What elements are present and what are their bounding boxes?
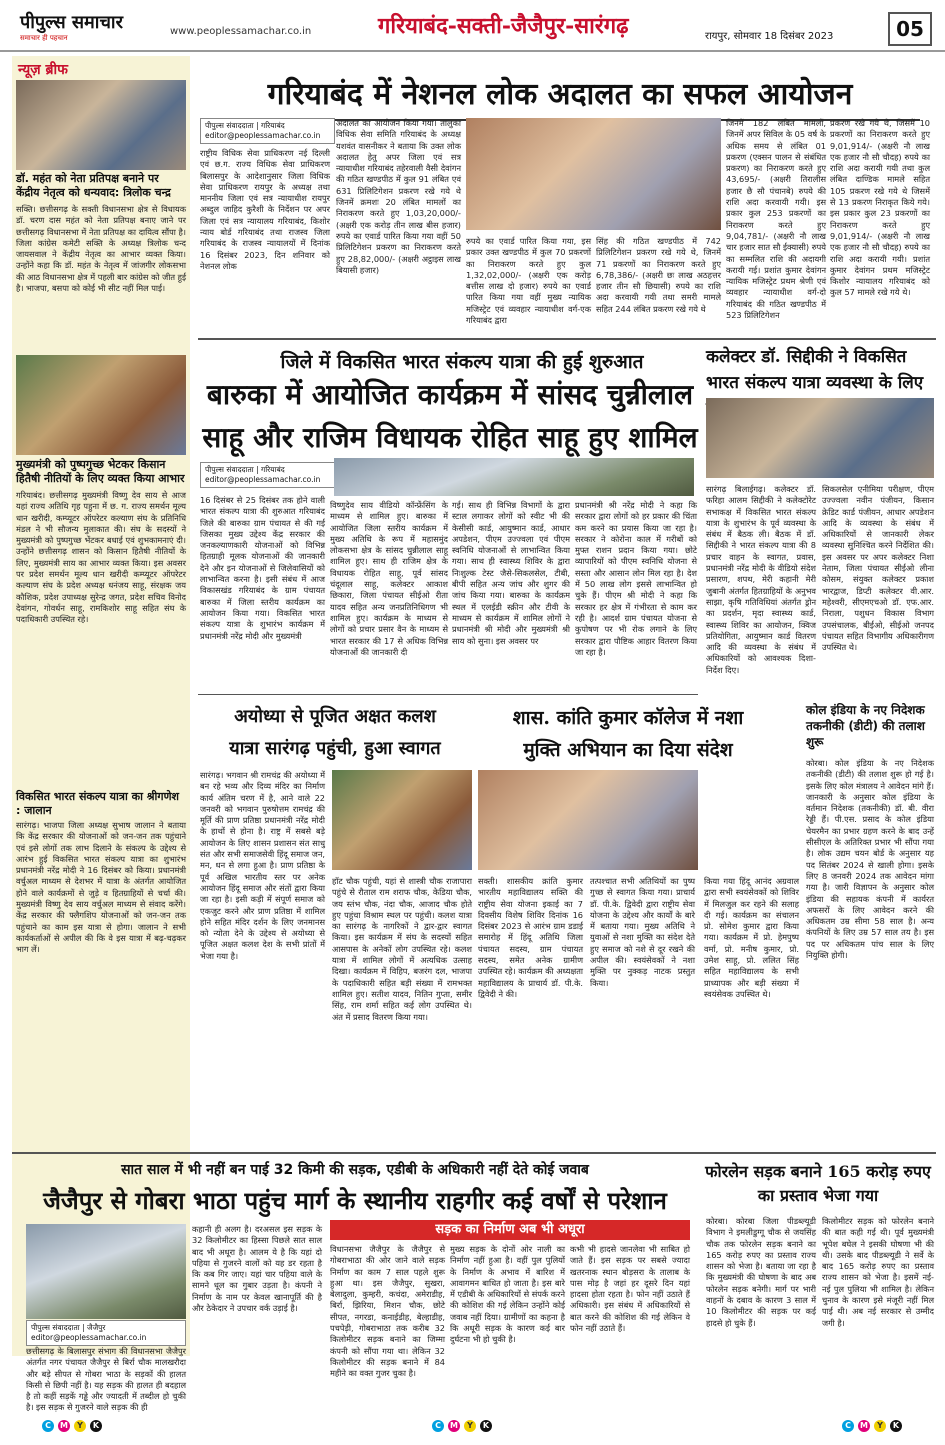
lok-adalat-photo — [466, 118, 721, 230]
yatra-photo-strip — [334, 458, 694, 496]
yatra-col2: विष्णुदेव साय वीडियो कॉन्फ्रेंसिंग के माध्यम से शामिल हुए। बारुका में आयोजित जिला स्तरीय कार्यक्रम में मुख्य अतिथि के रूप में महासमुंद लोकसभा क्षेत्र के सांसद चुन्नीलाल साहू शामिल हुए। साथ ही राजिम क्षेत्र के विधायक रोहित साहू, पूर्व सांसद चंदूलाल साहू, कलेक्टर आकाश छिकारा, जिला पंचायत सीईओ रीता यादव सहित अन्य जनप्रतिनिधिगण भी शामिल हुए। कार्यक्रम के माध्यम से लोगों को प्रचार प्रसार वैन के माध्यम से भारत सरकार की 17 से अधिक विभिन्न योजनाओं की जानकारी दी — [330, 500, 448, 657]
road-col4: मुख्य सड़क के दोनों ओर नाली का निर्माण नहीं हुआ है। वहीं पुल पुलियों के निर्माण के अभाव में बारिश में आवागमन बाधित हो जाता है। इस बारे में एडीबी के अधिकारियों से संपर्क करने की कोशिश की गई लेकिन उन्होंने कोई जवाब नहीं दिया। ग्रामीणों का कहना है कि अधूरी सड़क के कारण कई बार दुर्घटना भी हो चुकी है। — [450, 1244, 565, 1345]
coal-india-headline: कोल इंडिया के नए निदेशक तकनीकी (डीटी) की तलाश शुरू — [806, 703, 925, 749]
collector-meeting-photo — [706, 398, 934, 478]
collector-col1: सारंगढ़ बिलाईगढ़। कलेक्टर डॉ. फरिहा आलम सिद्दीकी ने कलेक्टोरेट सभाकक्ष में विकसित भारत संकल्प यात्रा के शुभारंभ के पूर्व व्यवस्था के संबंध में बैठक ली। बैठक में डॉ. सिद्दीकी ने भारत संकल्प यात्रा की 8 प्रचार वाहन के स्वागत, प्रवास, प्रधानमंत्री नरेंद्र मोदी के वीडियो संदेश प्रसारण, शपथ, मेरी कहानी मेरी जुबानी अंतर्गत हितग्राहियों के अनुभव साझा, कृषि गतिविधियां अंतर्गत ड्रोन का प्रदर्शन, मृदा स्वास्थ्य कार्ड, स्वास्थ्य शिविर का आयोजन, क्विज प्रतियोगिता, आयुष्मान कार्ड वितरण आदि की व्यवस्था के संबंध में अधिकारियों को आवश्यक दिशा-निर्देश दिए। — [706, 484, 816, 675]
road-col1: छत्तीसगढ़ के बिलासपुर संभाग की विधानसभा जैजैपुर अंतर्गत नगर पंचायत जैजैपुर से बिर्रा चौक मालखरौदा और बड़े सीपत से गोबरा भाठा के सड़कों की हालत किसी से छिपी नहीं है। यह सड़क की हालत ही बदहाल है तो कहीं सड़कें गड्ढे और ज्यादती में तब्दील हो चुकी है। इस सड़क से गुजरने वाले सड़क की ही — [26, 1346, 186, 1413]
story-jalan-text: सारंगढ़। भाजपा जिला अध्यक्ष सुभाष जालान ने बताया कि केंद्र सरकार की योजनाओं को जन-जन तक पहुंचाने एवं इसे लोगों तक लाभ दिलाने के संकल्प के उद्देश्य से आरंभ हुई विकसित भारत संकल्प यात्रा का शुभारंभ प्रधानमंत्री नरेंद्र मोदी ने 16 दिसंबर को किया। प्रधानमंत्री वर्चुअल माध्यम से देशभर में यात्रा के अंतर्गत आयोजित होने वाले कार्यक्रमों से जुड़े व हितग्राहियों से चर्चा की। मुख्यमंत्री विष्णु देव साय वर्चुअल माध्यम से संवाद करेंगे। केंद्र सरकार की फ्लैगशिप योजनाओं को जन-जन तक पहुंचाने का काम इस यात्रा से होगा। जालान ने सभी कार्यकर्ताओं से अपील की कि वे इस यात्रा में बढ़-चढ़कर भाग लें। — [16, 820, 186, 955]
college-col1: सक्ती। शासकीय क्रांति कुमार भारतीय महाविद्यालय सक्ति की राष्ट्रीय सेवा योजना इकाई का 7 दिवसीय विशेष शिविर दिनांक 16 दिसंबर 2023 से आरंभ ग्राम डडाई समारोह में हिंदू अतिथि जिला पंचायत सदस्य, ग्राम पंचायत सदस्य, समेत अनेक ग्रामीण उपस्थित रहे। कार्यक्रम की अध्यक्षता महाविद्यालय के प्राचार्य डॉ. पी.के. द्विवेदी ने की। — [478, 876, 583, 999]
ayodhya-headline-2: यात्रा सारंगढ़ पहुंची, हुआ स्वागत — [229, 738, 441, 759]
college-col3: किया गया हिंदू आनंद अग्रवाल द्वारा सभी स्वयंसेवकों को शिविर में मिलजुल कर रहने की सलाह दी गई। कार्यक्रम का संचालन प्रो. सोमेश कुमार द्वारा किया गया। कार्यक्रम में प्रो. हेमपुष्प वर्मा, प्रो. मनीष कुमार, प्रो. उमेश साहू, प्रो. ललित सिंह सहित महाविद्यालय के सभी प्राध्यापक और बड़ी संख्या में स्वयंसेवक उपस्थित थे। — [704, 876, 799, 999]
lok-adalat-col3: रुपये का एवार्ड पारित किया गया, इस प्रकार उक्त खण्डपीठ में कुल 70 प्रकरणों का निराकरण करते हुए कुल 1,32,02,000/- (अक्षरी एक करोड़ बत्तीस लाख दो हजार) रुपये का एवार्ड पारित किया गया वहीं मुख्य न्यायिक मजिस्ट्रेट एवं व्यवहार न्यायाधीश वर्ग-एक गरियाबंद द्वारा — [466, 236, 591, 326]
fourlane-col2: किलोमीटर सड़क को फोरलेन बनाने की बात कही गई थी। पूर्व मुख्यमंत्री भूपेश बघेल ने इसकी घोषणा भी की थी। उसके बाद पीडब्ल्यूडी ने सर्वे के बाद 165 करोड़ रुपए का प्रस्ताव राज्य शासन को भेजा है। इसमें नई-नई पुल पुलिया भी शामिल है। लेकिन चुनाव के कारण इसे मंजूरी नहीं मिल पाई थी। अब नई सरकार से उम्मीद जगी है। — [822, 1216, 934, 1328]
college-headline-1: शास. कांति कुमार कॉलेज में नशा — [512, 707, 744, 729]
story-mahant-text: सक्ति। छत्तीसगढ़ के सक्ती विधानसभा क्षेत्र से विधायक डॉ. चरण दास महंत को नेता प्रतिपक्ष बनाए जाने पर छत्तीसगढ़ विधानसभा में नेता प्रतिपक्ष का दायित्व सौंपा है। जिला कांग्रेस कमेटी सक्ति के अध्यक्ष त्रिलोक चन्द जायसवाल ने केंद्रीय नेतृत्व का आभार व्यक्त किया। उन्होंने कहा कि डॉ. महंत के नेतृत्व में जांजगीर लोकसभा की आठ विधानसभा क्षेत्र में पहली बार कांग्रेस को जीत हुई है। भाजपा, बसपा को कोई भी सीट नहीं मिल पाई। — [16, 204, 186, 294]
page-number: 05 — [888, 12, 932, 46]
yatra-headline-1: बारुका में आयोजित कार्यक्रम में सांसद चुन्नीलाल — [206, 378, 694, 411]
congress-meeting-photo — [16, 80, 186, 170]
lok-adalat-byline: पीपुल्स संवाददाता | गरियाबंद editor@peoplessamachar.co.in — [200, 118, 335, 144]
road-headline: जैजैपुर से गोबरा भाठा पहुंच मार्ग के स्थानीय राहगीर कई वर्षों से परेशान — [43, 1186, 667, 1215]
coal-india-text: कोरबा। कोल इंडिया के नए निदेशक तकनीकी (डीटी) की तलाश शुरू हो गई है। इसके लिए कोल मंत्रालय ने आवेदन मांगे हैं। जानकारी के अनुसार कोल इंडिया के वर्तमान निदेशक (तकनीकी) डॉ. बी. वीरा रेड्डी हैं। पी.एस. प्रसाद के कोल इंडिया चेयरमैन का प्रभार ग्रहण करने के बाद उन्हें सीसीएल के अतिरिक्त प्रभार भी सौंपा गया है। लोक उद्यम चयन बोर्ड के अनुसार यह पद सितंबर 2024 से खाली होगा। इसके लिए 8 जनवरी 2024 तक आवेदन मांगा गया है। जारी विज्ञापन के अनुसार कोल इंडिया की सहायक कंपनी में कार्यरत अफसरों के लिए आवेदन करने की अधिकतम उम्र सीमा 58 साल है। अन्य कंपनियों के लिए उम्र 57 साल तय है। इस पद पर अधिकतम पांच साल के लिए नियुक्ति होगी। — [806, 758, 934, 961]
cmyk-register-center: C M Y K — [430, 1420, 494, 1432]
ayodhya-col2: हॉट चौक पहुंची, यहां से शास्त्री चौक राजापारा पहुंचे से रौताल राम शराफ चौक, केडिया चौक, जय स्तंभ चौक, नंदा चौक, आजाद चौक होते हुए पहुंचा विश्राम स्थल पर पहुंची। कलश यात्रा का सारंगढ़ के नागरिकों ने द्वार-द्वार स्वागत किया। इस कार्यक्रम में संघ के सदस्यों सहित आसपास के अनेकों लोग उपस्थित रहे। कलश यात्रा में शामिल लोगों में अत्यधिक उत्साह दिखा। कार्यक्रम में विहिप, बजरंग दल, भाजपा के पदाधिकारी सहित बड़ी संख्या में रामभक्त शामिल हुए। सतीश यादव, नितिन गुप्ता, समीर सिंह, राम शर्मा सहित कई लोग उपस्थित थे। अंत में प्रसाद वितरण किया गया। — [332, 876, 472, 1022]
cmyk-register-right: C M Y K — [840, 1420, 904, 1432]
yatra-headline-2: साहू और राजिम विधायक रोहित साहू हुए शामिल — [202, 421, 698, 454]
road-band: सड़क का निर्माण अब भी अधूरा — [330, 1220, 690, 1240]
yatra-col3: गई। साथ ही विभिन्न विभागों के द्वारा स्टाल लगाकर लोगों को स्वीट भी की केसीसी कार्ड, आयुष्मान कार्ड, आधार अपडेशन, पीएम उज्ज्वला एवं पीएम स्वनिधि योजनाओं से लाभान्वित किया गया। साथ ही स्वास्थ्य शिविर के द्वारा निःशुल्क टेस्ट जैसे-सिकलसेल, टीबी, बीपी सहित अन्य जांच और शुगर की जांच किया गया। बारुका के कार्यक्रम स्थल में एलईडी स्क्रीन और टीवी के माध्यम से कार्यक्रम में शामिल लोगों ने प्रधानमंत्री श्री मोदी और मुख्यमंत्री श्री साय को सुना। इस अवसर पर — [452, 500, 570, 646]
college-headline-2: मुक्ति अभियान का दिया संदेश — [523, 739, 733, 761]
road-kicker: सात साल में भी नहीं बन पाई 32 किमी की सड़क, एडीबी के अधिकारी नहीं देते कोई जवाब — [121, 1162, 589, 1178]
story-mahant-headline: डॉ. महंत को नेता प्रतिपक्ष बनाने पर केंद्रीय नेतृत्व को धन्यवाद: त्रिलोक चन्द्र — [16, 172, 171, 199]
road-photo — [26, 1224, 186, 1319]
collector-col2: सिकलसेल एनीमिया परीक्षण, पीएम उज्ज्वला नवीन पंजीयन, किसान क्रेडिट कार्ड पंजीयन, आधार अपडेशन आदि के व्यवस्था के संबंध में अधिकारियों से जानकारी लेकर व्यवस्था सुनिश्चित करने निर्देशित की। इस अवसर पर अपर कलेक्टर निशा नेताम, जिला पंचायत सीईओ लीना कोसम, संयुक्त कलेक्टर प्रकाश भारद्वाज, डिप्टी कलेक्टर वी.आर. महेश्वरी, सीएमएचओ डॉ. एफ.आर. निराला, पशुधन विकास विभाग उपसंचालक, बीईओ, सीईओ जनपद पंचायत सहित विभागीय अधिकारीगण उपस्थित थे। — [822, 484, 934, 653]
dateline: रायपुर, सोमवार 18 दिसंबर 2023 — [705, 31, 834, 42]
divider — [12, 1152, 936, 1154]
edition-title: गरियाबंद-सक्ती-जैजैपुर-सारंगढ़ — [378, 13, 629, 39]
yatra-col1: 16 दिसंबर से 25 दिसंबर तक होने वाली भारत संकल्प यात्रा की शुरुआत गरियाबंद जिले की बारुका ग्राम पंचायत से की गई जिसका मुख्य उद्देश्य केंद्र सरकार की जनकल्याणकारी योजनाओं को विभिन्न हितग्राही मूलक योजनाओं की जानकारी देने और इन योजनाओं से जिलेवासियों को लाभान्वित करना है। इसी संबंध में आज विकासखंड गरियाबंद के ग्राम पंचायत बारुका में जिला स्तरीय कार्यक्रम का आयोजन किया गया। विकसित भारत संकल्प यात्रा के शुभारंभ कार्यक्रम में प्रधानमंत्री नरेंद्र मोदी और मुख्यमंत्री — [200, 495, 325, 641]
yatra-kicker: जिले में विकसित भारत संकल्प यात्रा की हुई शुरुआत — [280, 351, 644, 373]
lok-adalat-col6: प्रकरण रखे गये थे, जिसमें 10 प्रकरणों का निराकरण करते हुए 9,01,914/- (अक्षरी नौ लाख एक हजार नौ सौ चौदह) रुपये का राशि अदा करायी गयी तथा कुल लंबित दाण्डिक मामले सहित 105 प्रकरण रखे गये थे जिसमें से 13 प्रकरण निराकृत किये गये। इस प्रकार कुल 23 प्रकरणों का निराकरण करते हुए 9,01,914/- (अक्षरी नौ लाख एक हजार नौ सौ चौदह) रुपये का राशि अदा करायी गयी। प्रशांत कुमार देवांगन प्रथम मजिस्ट्रेट किशोर न्यायालय गरियाबंद को कुल 57 मामले रखे गये थे। — [830, 118, 930, 298]
road-col5: कभी भी हादसे जानलेवा भी साबित हो जाते हैं। इस सड़क पर सबसे ज्यादा खतरनाक स्थान बोड़सरा के तालाब के पास मोड़ है जहां हर दूसरे दिन यहां हादसा होता रहता है। फोन नहीं उठाते हैं अधिकारी। इस संबंध में अधिकारियों से बात करने की कोशिश की गई लेकिन वे फोन नहीं उठाते हैं। — [570, 1244, 690, 1334]
lok-adalat-col1: राष्ट्रीय विधिक सेवा प्राधिकरण नई दिल्ली एवं छ.ग. राज्य विधिक सेवा प्राधिकरण बिलासपुर के आदेशानुसार जिला विधिक सेवा प्राधिकरण रायपुर के अध्यक्ष तथा माननीय जिला एवं सत्र न्यायाधीश रायपुर अब्दुल जाहिद कुरैशी के निर्देशन पर अपर जिला एवं सत्र न्यायालय गरियाबंद, किशोर न्याय बोर्ड गरियाबंद तथा राजस्व जिला गरियाबंद के राजस्व न्यायालयों में दिनांक 16 दिसंबर 2023, दिन शनिवार को नेशनल लोक — [200, 148, 330, 271]
divider — [198, 694, 698, 695]
kalash-yatra-photo — [332, 770, 472, 870]
lok-adalat-col5: जिनमें 182 लंबित मामलों, जिनमें अपर सिविल के 05 वर्ष के अधिक समय से लंबित 01 प्रकरण (एक्सन पालन से संबंधित प्रकरण) का निराकरण करते हुए 43,695/- (अक्षरी तिरालीस हजार छै सौ पंचानबे) रुपये की राशि अदा करवायी गयी। इस प्रकार कुल 253 प्रकरणों का निराकरण करते हुए 9,04,781/- (अक्षरी नौ लाख चार हजार सात सौ ईक्यासी) रुपये का सम्मलित राशि की अदायगी करायी गई। प्रशांत कुमार देवांगन न्यायिक मजिस्ट्रेट प्रथम श्रेणी एवं व्यवहार न्यायाधीश वर्ग-दो गरियाबंद की गठित खण्डपीठ में 523 प्रिलिटिगेशन — [726, 118, 826, 321]
website-url[interactable]: www.peoplessamachar.co.in — [170, 26, 312, 37]
newspaper-logo: पीपुल्स समाचार समाचार ही पहचान — [20, 12, 123, 42]
lok-adalat-col2: अदालत का आयोजन किया गया। तालुका विधिक सेवा समिति गरियाबंद के अध्यक्ष यशवंत वासनीकर ने बताया कि उक्त लोक अदालत हेतु अपर जिला एवं सत्र न्यायाधीश गरियाबंद तहेरवाली वैसी देवांगन की गठित खण्डपीठ में कुल 91 लंबित एवं 631 प्रिलिटिगेशन प्रकरण रखे गये थे जिनमें क्रमशः 20 लंबित मामलों का निराकरण करते हुए 1,03,20,000/- (अक्षरी एक करोड़ तीन लाख बीस हजार) रुपये का एवार्ड पारित किया गया वहीं 50 प्रिलिटिगेशन प्रकरण का निराकरण करते हुए 28,82,000/- (अक्षरी अट्ठाइस लाख बियासी हजार) — [336, 118, 461, 275]
chief-minister-photo — [16, 355, 186, 455]
fourlane-col1: कोरबा। कोरबा जिला पीडब्ल्यूडी विभाग ने इमलीडुग्गू चौक से जयसिंह चौक तक फोरलेन सड़क बनाने का 165 करोड़ रुपए का प्रस्ताव राज्य शासन को भेजा है। बताया जा रहा है कि मुख्यमंत्री की घोषणा के बाद अब फोरलेन सड़क बनेगी। मार्ग पर भारी वाहनों के दबाव के कारण 3 साल में 10 किलोमीटर की सड़क पर कई हादसे हो चुके हैं। — [706, 1216, 816, 1328]
yatra-col4: प्रधानमंत्री श्री नरेंद्र मोदी ने कहा कि सरकार द्वारा लोगों को हर प्रकार की चिंता कम करने का प्रयास किया जा रहा है। सरकार ने कोरोना काल में गरीबों को मुफ्त राशन प्रदान किया गया। छोटे व्यापारियों को पीएम स्वनिधि योजना से सस्ता और आसान लोन मिल रहा है। देश में 50 लाख लोग इससे लाभान्वित हो चुके हैं। पीएम श्री मोदी ने कहा कि सरकार हर क्षेत्र में गंभीरता से काम कर रही है। आदर्श ग्राम पंचायत योजना से कुपोषण पर भी रोक लगाने के लिए सरकार द्वारा पौष्टिक आहार वितरण किया जा रहा है। — [575, 500, 697, 657]
road-col3: विधानसभा जैजैपुर के जैजैपुर से गोबराभाठा की ओर जाने वाले सड़क निर्माण का काम 7 साल पहले शुरू हुआ था। इस जैजैपुर, सुखरा, बेलादुला, कुम्हरी, कचंदा, अमेराडीह, बिर्रा, झिरिया, मिशन चौक, छोटे सीपत, नगरडा, कनाईडीह, बेल्हाडीह, पचपेड़ी, गोबराभाठा तक करीब 32 किलोमीटर सड़क बनाने का जिम्मा कंपनी को सौंपा गया था। लेकिन 32 किलोमीटर की सड़क बनाने में 84 महीने का वक्त गुजर चुका है। — [330, 1244, 445, 1379]
ayodhya-headline-1: अयोध्या से पूजित अक्षत कलश — [234, 706, 436, 727]
news-brief-label: न्यूज़ ब्रीफ — [18, 62, 68, 78]
collector-headline: कलेक्टर डॉ. सिद्दीकी ने विकसित भारत संकल्प यात्रा व्यवस्था के लिए — [706, 347, 924, 393]
ayodhya-col1: सारंगढ़। भगवान श्री रामचंद्र की अयोध्या में बन रहे भव्य और दिव्य मंदिर का निर्माण कार्य अंतिम चरण में है, आने वाले 22 जनवरी को भगवान पुरुषोत्तम रामचंद्र की मूर्ति की प्राण प्रतिष्ठा प्रधानमंत्री नरेंद्र मोदी के हाथों से होना है। राष्ट्र में सबसे बड़े आयोजन के लिए शासन प्रशासन संत साधु संत और सभी समाजसेवी हिंदू समाज जन, मन, धन से लगा हुआ है। प्राण प्रतिष्ठा के पूर्व अखिल भारतीय स्तर पर अनेक आयोजन हिंदू समाज और संतों द्वारा किया जा रहा है। इसी कड़ी में संपूर्ण समाज को एकजुट करने और प्राण प्रतिष्ठा में शामिल होने सहित मंदिर दर्शन के लिए जनमानस को न्योता देने के उद्देश्य से अयोध्या से पूजित अक्षत कलश देश के सभी प्रांतों में भेजा गया है। — [200, 770, 325, 961]
story-cm-text: गरियाबंद। छत्तीसगढ़ मुख्यमंत्री विष्णु देव साय से आज यहां राज्य अतिथि गृह पहुना में छ. ग. राज्य समर्थन मूल्य धान खरीदी, कम्प्यूटर ऑपरेटर कल्याण संघ के प्रतिनिधि मंडल ने भी सौजन्य मुलाकात की। संघ के सदस्यों ने मुख्यमंत्री को पुष्पगुच्छ भेंटकर बधाई एवं शुभकामनाएं दी। उन्होंने छत्तीसगढ़ शासन को किसान हितैषी नीतियों के लिए, मुख्यमंत्री साय का आभार व्यक्त किया। इस अवसर पर प्रदेश समर्थन मूल्य धान खरीदी कम्प्यूटर ऑपरेटर कल्याण संघ के प्रदेश अध्यक्ष धनंजय साहू, संरक्षक जय कौशिक, प्रदेश उपाध्यक्ष सुरेन्द्र जगत, प्रदेश सचिव विनोद देवांगन, गोवर्धन साहू, रामकिशोर साहू सहित संघ के पदाधिकारी उपस्थित रहे। — [16, 490, 186, 625]
yatra-byline: पीपुल्स संवाददाता | गरियाबंद editor@peoplessamachar.co.in — [200, 462, 335, 488]
road-byline: पीपुल्स संवाददाता | जैजैपुर editor@peoplessamachar.co.in — [26, 1320, 186, 1346]
lok-adalat-headline: गरियाबंद में नेशनल लोक अदालत का सफल आयोजन — [200, 72, 920, 121]
college-col2: तत्पश्चात सभी अतिथियों का पुष्प गुच्छ से स्वागत किया गया। प्राचार्य डॉ. पी.के. द्विवेदी द्वारा राष्ट्रीय सेवा योजना के उद्देश्य और कार्यों के बारे में बताया गया। मुख्य अतिथि ने युवाओं से नशा मुक्ति का संदेश देते हुए समाज को नशे से दूर रखने की अपील की। स्वयंसेवकों ने नशा मुक्ति पर नुक्कड़ नाटक प्रस्तुत किया। — [590, 876, 695, 988]
college-event-photo — [478, 770, 698, 870]
story-cm-headline: मुख्यमंत्री को पुष्पगुच्छ भेटकर किसान हितैषी नीतियों के लिए व्यक्त किया आभार — [16, 458, 185, 485]
lok-adalat-col4: सिंह की गठित खण्डपीठ में 742 प्रिलिटिगेशन प्रकरण रखे गये थे, जिनमें 71 प्रकरणों का निराकरण करते हुए 6,78,386/- (अक्षरी छः लाख अठहत्तर हजार तीन सौ छियासी) रुपये का राशि अदा करवायी गयी तथा समरी मामले सहित 244 लंबित प्रकरण रखे गये थे — [596, 236, 721, 314]
story-jalan-headline: विकसित भारत संकल्प यात्रा का श्रीगणेश : जालान — [16, 790, 180, 817]
cmyk-register-left: C M Y K — [40, 1420, 104, 1432]
road-col2: कहानी ही अलग है। दरअसल इस सड़क के 32 किलोमीटर का हिस्सा पिछले सात साल बाद भी अधूरा है। आलम ये है कि यहां दो पहिया से गुजरने वालों को यह डर रहता है कि कब गिर जाए। यहां चार पहिया वाले के सामने धूल का गुबार उड़ता है। कंपनी ने निर्माण के नाम पर केवल खानापूर्ति की है और ठेकेदार ने उपचार वर्क उड़ाई है। — [192, 1224, 322, 1314]
fourlane-headline: फोरलेन सड़क बनाने 165 करोड़ रुपए का प्रस्ताव भेजा गया — [705, 1162, 931, 1205]
divider — [198, 338, 936, 340]
